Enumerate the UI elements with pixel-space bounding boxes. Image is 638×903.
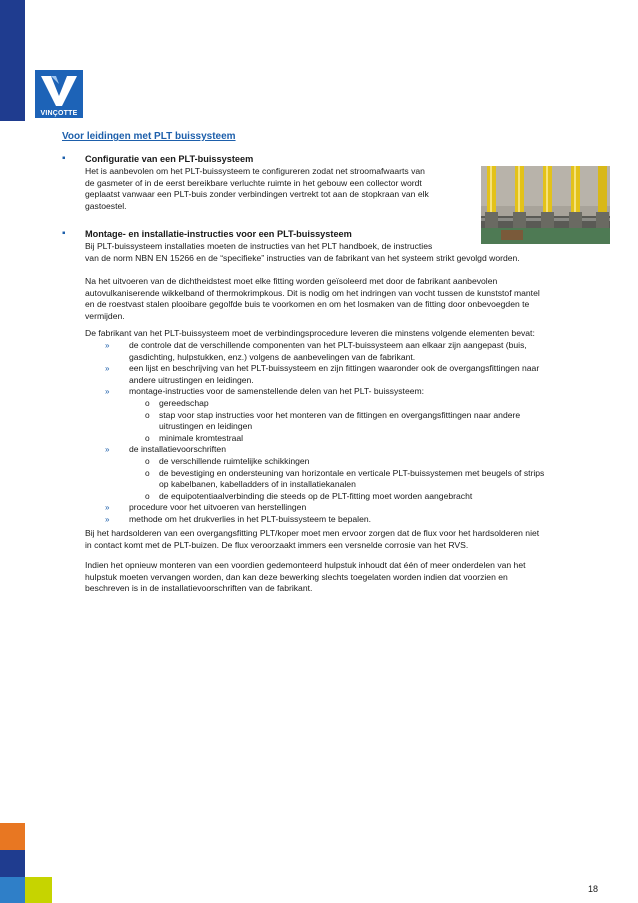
sub-list-item: o stap voor stap instructies voor het monteren van de fittingen en overgangsfittingen naar andere uitrustingen en leidingen bbox=[145, 409, 521, 432]
checkmark-logo-icon bbox=[35, 70, 83, 110]
logo-text: VINÇOTTE bbox=[40, 110, 78, 117]
bullet2-title: Montage- en installatie-instructies voor een PLT-buissysteem bbox=[85, 229, 352, 239]
bottom-lime-block bbox=[25, 877, 52, 903]
list-item: » methode om het drukverlies in het PLT-buissysteem te bepalen. bbox=[105, 513, 372, 524]
procedure-intro: De fabrikant van het PLT-buissysteem moet de verbindingsprocedure leveren die minstens volgende elementen bevat: bbox=[85, 328, 535, 338]
soldering-paragraph: Bij het hardsolderen van een overgangsfitting PLT/koper moet men ervoor zorgen dat de flux voor het hardsolderen niet in contact komt met de PLT-buizen. De flux veroorzaakt immers een versnelde corrosie van het RVS. bbox=[85, 528, 540, 550]
vincotte-logo bbox=[35, 70, 83, 118]
pipe-collector-image bbox=[481, 166, 610, 244]
top-left-brand-bar bbox=[0, 0, 25, 121]
procedure-list bbox=[85, 340, 610, 526]
isolation-paragraph: Na het uitvoeren van de dichtheidstest moet elke fitting worden geïsoleerd met door de fabrikant aanbevolen autovulkaniserende wikkelband of thermokrimpkous. Dit is nodig om het indringen van vocht tussen de kunststof mantel en de roestvast stalen plooibare gegolfde buis te voorkomen en om het losmaken van de fitting door onbevoegden te vermijden. bbox=[85, 276, 540, 321]
sub-list-item: o de bevestiging en ondersteuning van horizontale en verticale PLT-buissystemen met beugels of strips op kabelbanen, kabelladders of in installatiekanalen bbox=[145, 467, 545, 490]
bullet2-intro: Bij PLT-buissysteem installaties moeten de instructies van het PLT handboek, de instructies van de norm NBN EN 15266 en de “specifieke” instructies van de fabrikant van het systeem strikt gevolgd worden. bbox=[85, 241, 520, 263]
list-item: » montage-instructies voor de samenstellende delen van het PLT- buissysteem: bbox=[105, 386, 425, 397]
bottom-blue-block bbox=[0, 877, 25, 903]
sub-list-item: o gereedschap bbox=[145, 397, 209, 408]
page-number: 18 bbox=[588, 884, 599, 894]
list-item: » een lijst en beschrijving van het PLT-buissysteem en zijn fittingen waaronder ook de overgangsfittingen naar andere uitrustingen en leidingen. bbox=[105, 363, 540, 385]
list-item: » procedure voor het uitvoeren van herstellingen bbox=[105, 502, 307, 513]
sub-list-item: o minimale kromtestraal bbox=[145, 432, 244, 443]
bottom-orange-block bbox=[0, 823, 25, 850]
bullet-marker: ▪ bbox=[62, 153, 66, 164]
section-title: Voor leidingen met PLT buissysteem bbox=[62, 131, 236, 142]
bullet1-title: Configuratie van een PLT-buissysteem bbox=[85, 154, 254, 164]
bottom-navy-block bbox=[0, 850, 25, 877]
collector-photo bbox=[481, 166, 610, 244]
list-item: » de controle dat de verschillende componenten van het PLT-buissysteem aan elkaar zijn aangepast (buis, gasdichting, hulpstukken, enz.) volgens de aanbevelingen van de fabrikant. bbox=[105, 340, 527, 362]
sub-list-item: o de equipotentiaalverbinding die steeds op de PLT-fitting moet worden aangebracht bbox=[145, 490, 473, 501]
list-item: » de installatievoorschriften bbox=[105, 444, 226, 455]
bullet1-text: Het is aanbevolen om het PLT-buissysteem te configureren zodat net stroomafwaarts van de gasmeter of in de eerst bereikbare verluchte ruimte in het gebouw een collector wordt geplaatst vanwaar een PLT-buis zonder verbindingen vertrekt tot aan de stopkraan van elk gastoestel. bbox=[85, 166, 429, 211]
reassembly-paragraph: Indien het opnieuw monteren van een voordien gedemonteerd hulpstuk inhoudt dat één of meer onderdelen van het hulpstuk moeten vervangen worden, dan kan deze bewerking slechts toegelaten worden indien dat voorzien en beschreven is in de installatievoorschriften van de fabrikant. bbox=[85, 560, 526, 594]
sub-list-item: o de verschillende ruimtelijke schikkingen bbox=[145, 455, 310, 466]
bullet-marker: ▪ bbox=[62, 228, 66, 239]
